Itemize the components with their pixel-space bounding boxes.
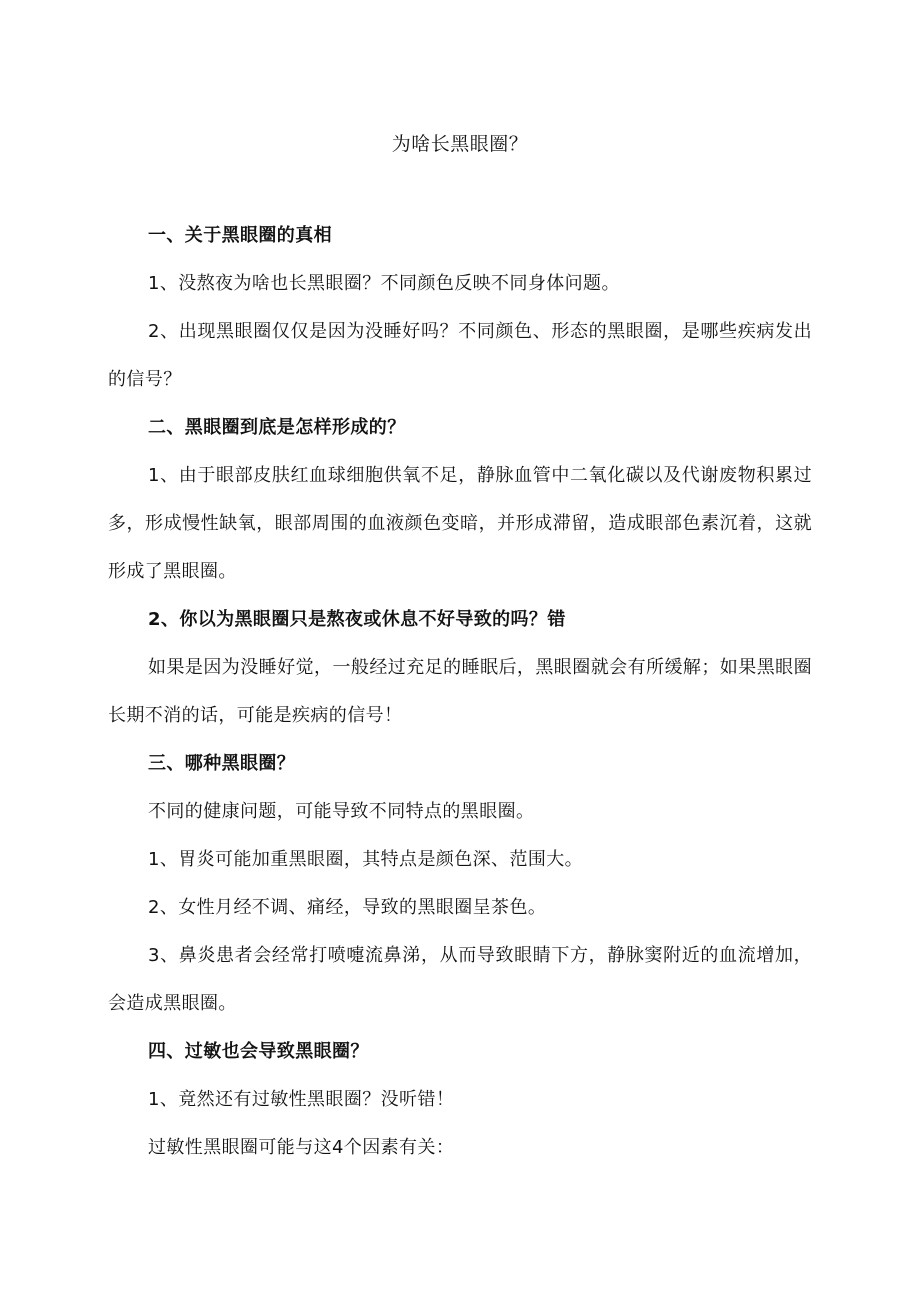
- paragraph: 1、由于眼部皮肤红血球细胞供氧不足，静脉血管中二氧化碳以及代谢废物积累过多，形成慢性缺氧，眼部周围的血液颜色变暗，并形成滞留，造成眼部色素沉着，这就形成了黑眼圈。: [108, 465, 812, 582]
- paragraph: 2、出现黑眼圈仅仅是因为没睡好吗？不同颜色、形态的黑眼圈，是哪些疾病发出的信号？: [108, 321, 812, 390]
- paragraph: 1、没熬夜为啥也长黑眼圈？不同颜色反映不同身体问题。: [148, 273, 620, 294]
- page-title: 为啥长黑眼圈？: [391, 133, 529, 155]
- paragraph: 3、鼻炎患者会经常打喷嚏流鼻涕，从而导致眼睛下方，静脉窦附近的血流增加，会造成黑眼圈。: [108, 945, 812, 1014]
- section-heading-4: 四、过敏也会导致黑眼圈？: [148, 1041, 369, 1062]
- subheading: 2、你以为黑眼圈只是熬夜或休息不好导致的吗？错: [148, 609, 566, 630]
- section-heading-1: 一、关于黑眼圈的真相: [148, 225, 332, 246]
- paragraph: 过敏性黑眼圈可能与这4个因素有关：: [148, 1137, 455, 1158]
- paragraph: 2、女性月经不调、痛经，导致的黑眼圈呈茶色。: [148, 897, 547, 918]
- section-heading-3: 三、哪种黑眼圈？: [148, 753, 296, 774]
- paragraph: 1、竟然还有过敏性黑眼圈？没听错！: [148, 1089, 455, 1110]
- section-heading-2: 二、黑眼圈到底是怎样形成的？: [148, 417, 406, 438]
- paragraph: 不同的健康问题，可能导致不同特点的黑眼圈。: [148, 801, 535, 822]
- paragraph: 1、胃炎可能加重黑眼圈，其特点是颜色深、范围大。: [148, 849, 584, 870]
- paragraph: 如果是因为没睡好觉，一般经过充足的睡眠后，黑眼圈就会有所缓解；如果黑眼圈长期不消的话，可能是疾病的信号！: [108, 657, 812, 726]
